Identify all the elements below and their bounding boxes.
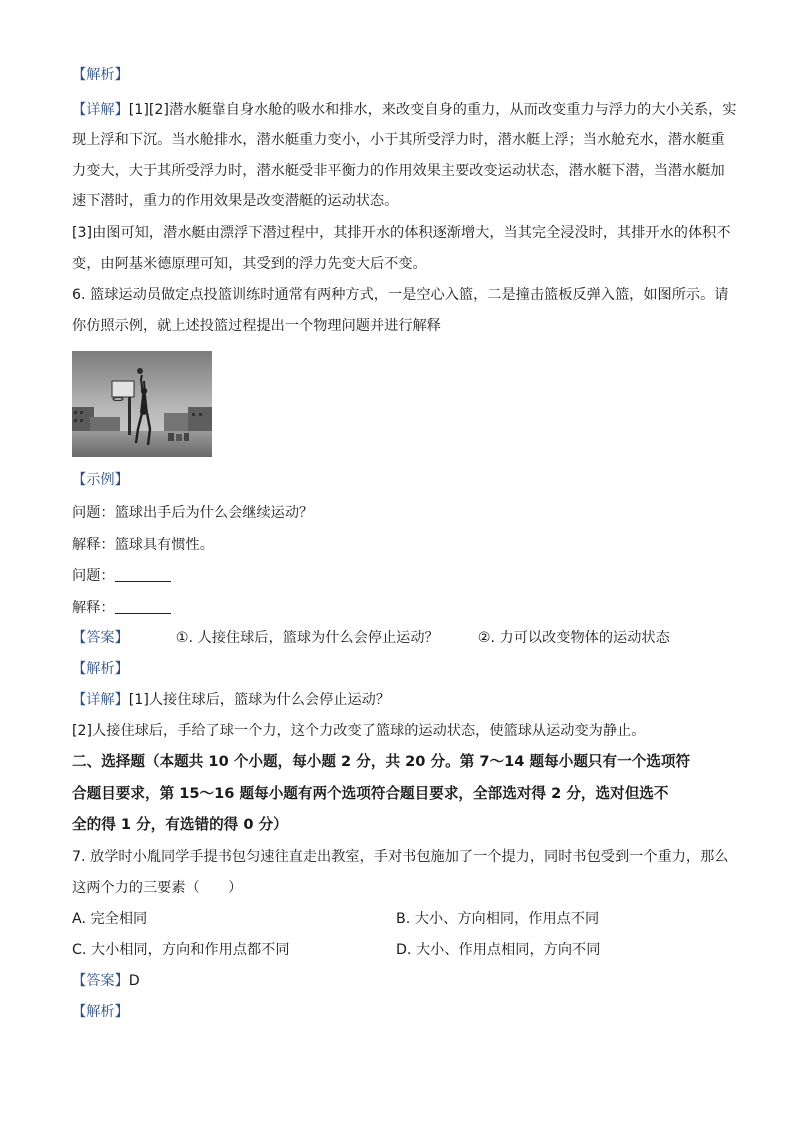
- option-b[interactable]: B. 大小、方向相同，作用点不同: [396, 911, 600, 927]
- option-a[interactable]: A. 完全相同: [72, 911, 148, 927]
- detail-line-3: 力变大，大于其所受浮力时，潜水艇受非平衡力的作用效果主要改变运动状态，潜水艇下潜，当潜水艇加: [72, 163, 725, 179]
- options-row-2: [72, 940, 732, 960]
- answer-blank[interactable]: [115, 599, 171, 614]
- example-question: 问题：篮球出手后为什么会继续运动？: [72, 505, 314, 521]
- q6-detail-line-1: 【详解】[1]人接住球后，篮球为什么会停止运动？: [72, 692, 391, 708]
- answer-line-7: 【答案】D: [72, 973, 140, 989]
- detail-line-5: [3]由图可知，潜水艇由漂浮下潜过程中，其排开水的体积逐渐增大，当其完全浸没时，其排开水的体积不: [72, 225, 731, 241]
- question-7-line-2: 这两个力的三要素（ ）: [72, 880, 243, 896]
- question-6-line-2: 你仿照示例，就上述投篮过程提出一个物理问题并进行解释: [72, 318, 441, 334]
- example-explanation: 解释：篮球具有惯性。: [72, 537, 214, 553]
- option-d[interactable]: D. 大小、作用点相同，方向不同: [396, 942, 601, 958]
- detail-line-4: 速下潜时，重力的作用效果是改变潜艇的运动状态。: [72, 193, 399, 209]
- detail-line-2: 现上浮和下沉。当水舱排水，潜水艇重力变小，小于其所受浮力时，潜水艇上浮；当水舱充水，潜水艇重: [72, 132, 725, 148]
- answer-part-2: ②. 力可以改变物体的运动状态: [477, 630, 670, 646]
- blank-question: 问题：: [72, 566, 732, 586]
- question-6-line-1: 6. 篮球运动员做定点投篮训练时通常有两种方式，一是空心入篮，二是撞击篮板反弹入篮，如图所示。请: [72, 287, 729, 303]
- answer-blank[interactable]: [115, 567, 171, 582]
- section-2-heading-line-1: 二、选择题（本题共 10 个小题，每小题 2 分，共 20 分。第 7～14 题每小题只有一个选项符: [72, 753, 691, 770]
- analysis-label-1: 【解析】: [72, 67, 129, 83]
- q6-detail-line-2: [2]人接住球后，手给了球一个力，这个力改变了篮球的运动状态，使篮球从运动变为静止。: [72, 723, 646, 739]
- blank-explanation: 解释：: [72, 598, 732, 618]
- section-2-heading-line-3: 全的得 1 分，有选错的得 0 分）: [72, 816, 288, 833]
- detail-line-1: 【详解】[1][2]潜水艇靠自身水舱的吸水和排水，来改变自身的重力，从而改变重力与浮力的大小关系，实: [72, 102, 737, 118]
- detail-line-6: 变，由阿基米德原理可知，其受到的浮力先变大后不变。: [72, 256, 427, 272]
- options-row-1: [72, 909, 732, 929]
- answer-line-6: 【答案】 ①. 人接住球后，篮球为什么会停止运动？ ②. 力可以改变物体的运动状态: [72, 630, 670, 646]
- example-label: 【示例】: [72, 472, 129, 488]
- analysis-label-3: 【解析】: [72, 1004, 129, 1020]
- analysis-label-2: 【解析】: [72, 661, 129, 677]
- answer-part-1: ①. 人接住球后，篮球为什么会停止运动？: [175, 630, 439, 646]
- section-2-heading-line-2: 合题目要求，第 15～16 题每小题有两个选项符合题目要求，全部选对得 2 分，选对但选不: [72, 785, 669, 802]
- question-7-line-1: 7. 放学时小胤同学手提书包匀速往直走出教室，手对书包施加了一个提力，同时书包受到一个重力，那么: [72, 849, 729, 865]
- option-c[interactable]: C. 大小相同，方向和作用点都不同: [72, 942, 290, 958]
- basketball-player-photo: [72, 351, 212, 457]
